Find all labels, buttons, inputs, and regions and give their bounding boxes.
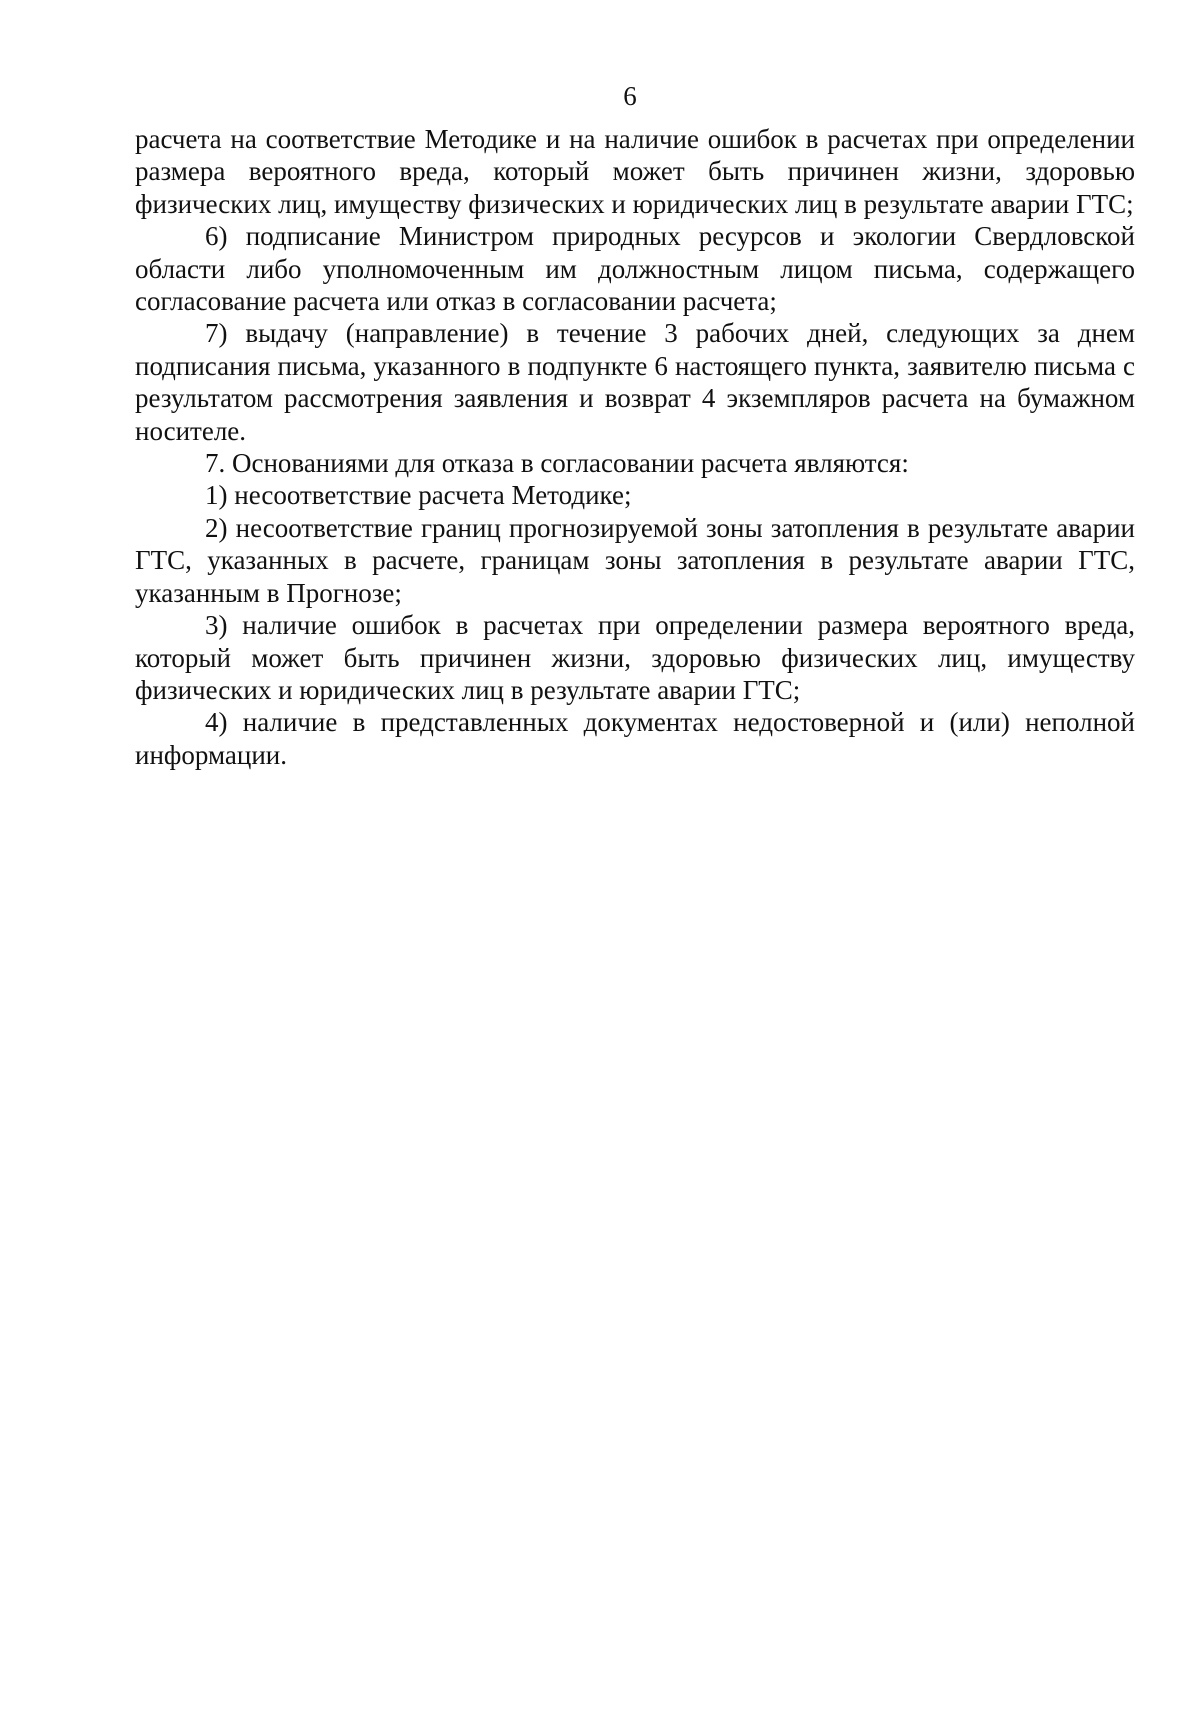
document-body <box>135 123 1135 771</box>
paragraph-ground-3: 3) наличие ошибок в расчетах при определении размера вероятного вреда, который может быть причинен жизни, здоровью физических лиц, имуществу физических и юридических лиц в результате аварии ГТС; <box>135 610 1135 705</box>
paragraph-ground-4: 4) наличие в представленных документах недостоверной и (или) неполной информации. <box>135 707 1135 770</box>
paragraph-continuation: расчета на соответствие Методике и на наличие ошибок в расчетах при определении размера вероятного вреда, который может быть причинен жизни, здоровью физических лиц, имуществу физических и юридических лиц в результате аварии ГТС; <box>135 124 1135 219</box>
page-number: 6 <box>623 81 637 111</box>
paragraph-item-6: 6) подписание Министром природных ресурсов и экологии Свердловской области либо уполномоченным им должностным лицом письма, содержащего согласование расчета или отказ в согласовании расчета; <box>135 221 1135 317</box>
paragraph-section-7: 7. Основаниями для отказа в согласовании расчета являются: <box>205 448 909 479</box>
paragraph-ground-2: 2) несоответствие границ прогнозируемой зоны затопления в результате аварии ГТС, указанных в расчете, границам зоны затопления в результате аварии ГТС, указанным в Прогнозе; <box>135 512 1135 608</box>
paragraph-item-7: 7) выдачу (направление) в течение 3 рабочих дней, следующих за днем подписания письма, указанного в подпункте 6 настоящего пункта, заявителю письма с результатом рассмотрения заявления и возврат 4 экземпляров расчета на бумажном носителе. <box>135 318 1135 446</box>
paragraph-ground-1: 1) несоответствие расчета Методике; <box>205 480 632 511</box>
